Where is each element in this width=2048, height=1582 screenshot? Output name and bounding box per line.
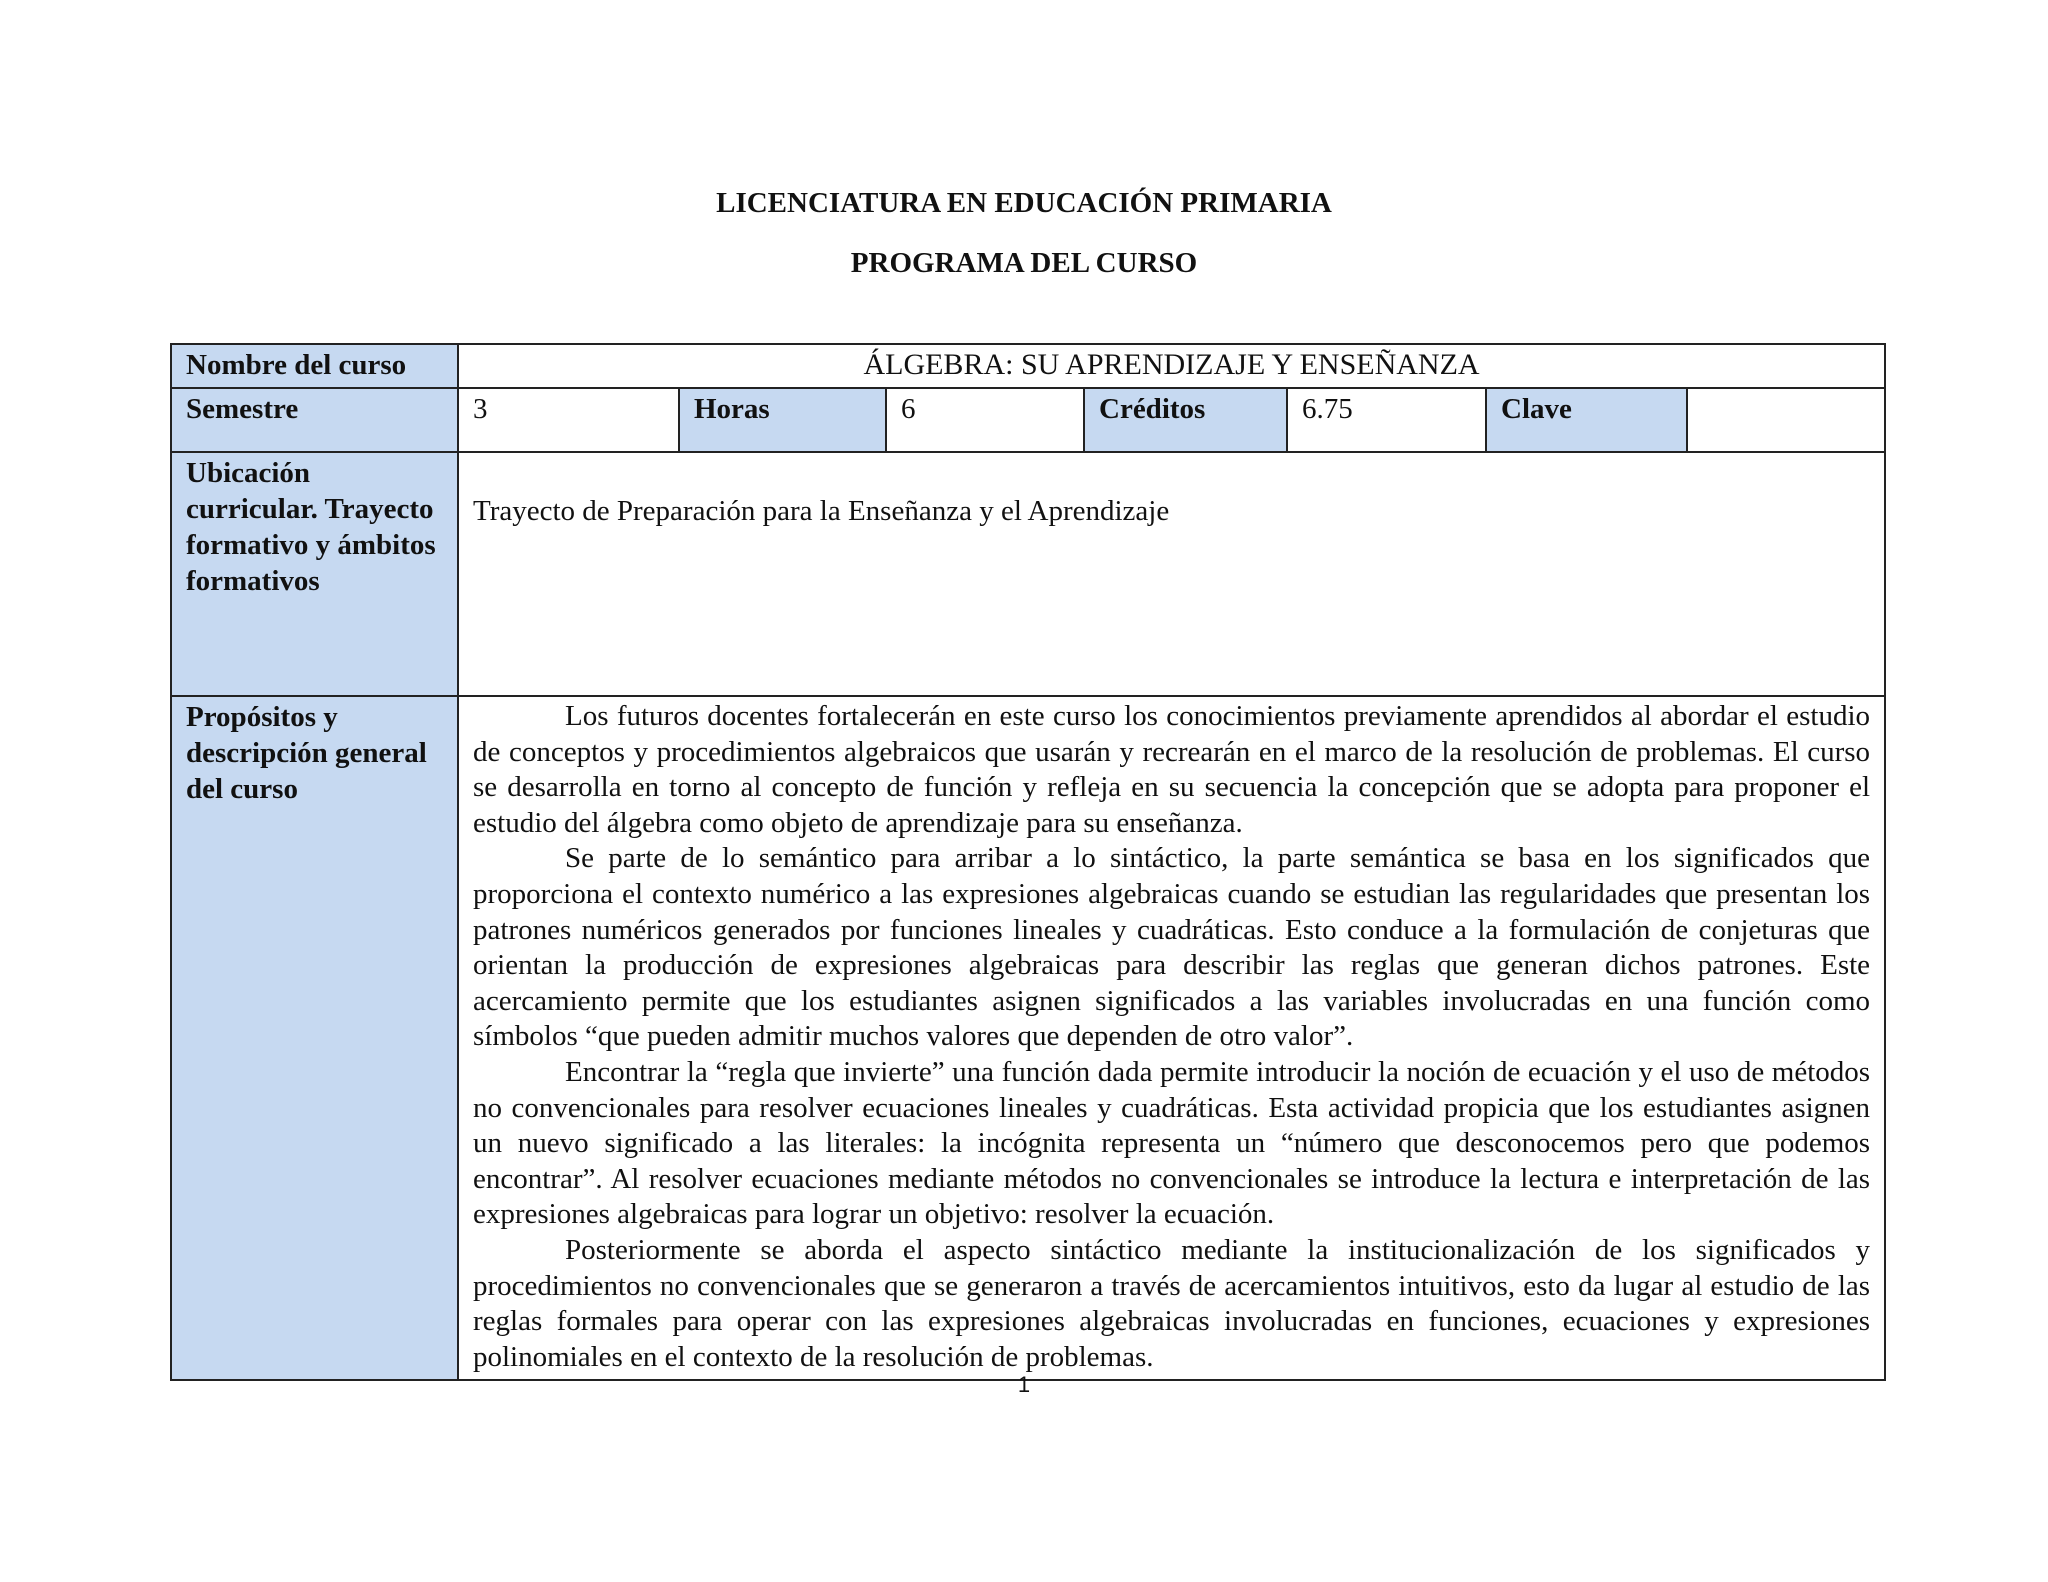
credits-value: 6.75 [1287, 388, 1486, 452]
document-title: LICENCIATURA EN EDUCACIÓN PRIMARIA [716, 187, 1332, 219]
purposes-description [458, 696, 1885, 1380]
purposes-paragraph-1: Los futuros docentes fortalecerán en este curso los conocimientos previamente aprendidos al abordar el estudio de conceptos y procedimientos algebraicos que usarán y recrearán en el marco de la resolución de problemas. El curso se desarrolla en torno al concepto de función y refleja en su secuencia la concepción que se adopta para proponer el estudio del álgebra como objeto de aprendizaje para su enseñanza. [473, 700, 1871, 839]
purposes-paragraph-2: Se parte de lo semántico para arribar a lo sintáctico, la parte semántica se basa en los significados que proporciona el contexto numérico a las expresiones algebraicas cuando se estudian las regularidades que presentan los patrones numéricos generados por funciones lineales y cuadráticas. Esto conduce a la formulación de conjeturas que orientan la producción de expresiones algebraicas para describir las reglas que generan dichos patrones. Este acercamiento permite que los estudiantes asignen significados a las variables involucradas en una función como símbolos “que pueden admitir muchos valores que dependen de otro valor”. [473, 842, 1871, 1053]
purposes-label: Propósitos y descripción general del curso [171, 696, 458, 1380]
hours-label: Horas [679, 388, 886, 452]
key-label: Clave [1486, 388, 1687, 452]
course-name-row [171, 344, 1885, 388]
purposes-paragraph-4: Posteriormente se aborda el aspecto sintáctico mediante la institucionalización de los significados y procedimientos no convencionales que se generaron a través de acercamientos intuitivos, esto da lugar al estudio de las reglas formales para operar con las expresiones algebraicas involucradas en funciones, ecuaciones y expresiones polinomiales en el contexto de la resolución de problemas. [473, 1233, 1871, 1373]
semester-label: Semestre [171, 388, 458, 452]
key-value [1687, 388, 1885, 452]
course-name-label: Nombre del curso [171, 344, 458, 388]
hours-value: 6 [886, 388, 1084, 452]
semester-row [171, 388, 1885, 452]
purposes-row [171, 696, 1885, 1380]
credits-label: Créditos [1084, 388, 1287, 452]
page-number: 1 [1017, 1372, 1031, 1397]
curricular-location-label: Ubicación curricular. Trayecto formativo y ámbitos formativos [171, 452, 458, 696]
semester-value: 3 [458, 388, 679, 452]
curricular-location-value [458, 452, 1885, 696]
curricular-location-row [171, 452, 1885, 696]
curricular-location-text: Trayecto de Preparación para la Enseñanza y el Aprendizaje [473, 495, 1170, 527]
purposes-paragraph-3: Encontrar la “regla que invierte” una función dada permite introducir la noción de ecuación y el uso de métodos no convencionales para resolver ecuaciones lineales y cuadráticas. Esta actividad propicia que los estudiantes asignen un nuevo significado a las literales: la incógnita representa un “número que desconocemos pero que podemos encontrar”. Al resolver ecuaciones mediante métodos no convencionales se introduce la lectura e interpretación de las expresiones algebraicas para lograr un objetivo: resolver la ecuación. [473, 1055, 1871, 1231]
course-name-value: ÁLGEBRA: SU APRENDIZAJE Y ENSEÑANZA [458, 344, 1885, 388]
document-subtitle: PROGRAMA DEL CURSO [850, 247, 1198, 279]
course-program-table [170, 343, 1886, 1381]
